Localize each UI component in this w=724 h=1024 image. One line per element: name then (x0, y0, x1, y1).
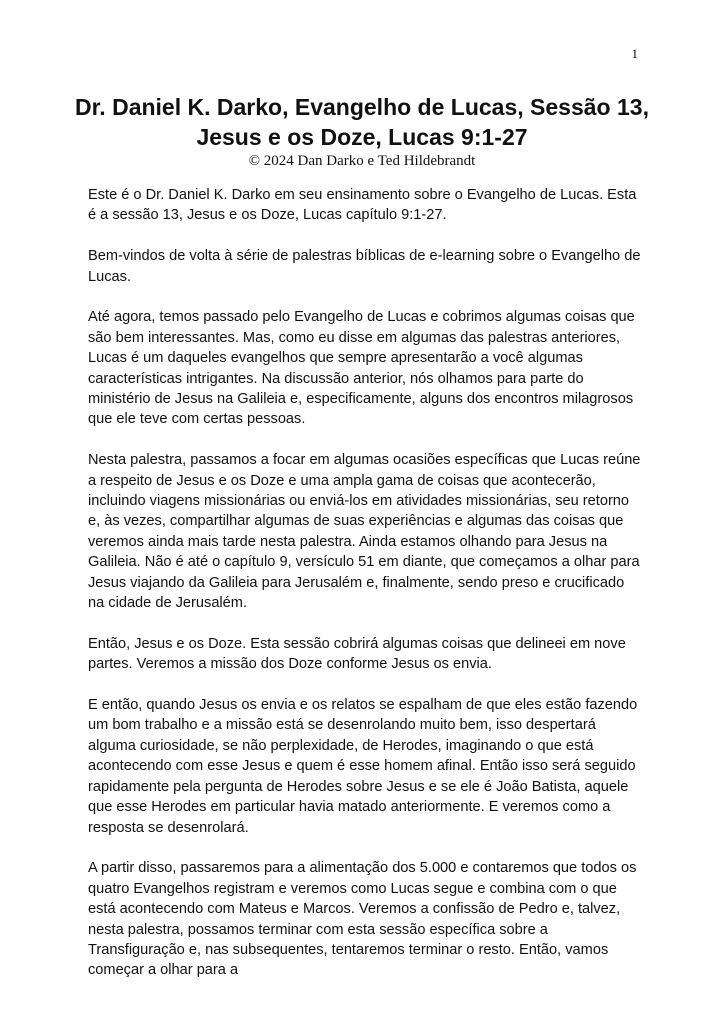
paragraph: E então, quando Jesus os envia e os relatos se espalham de que eles estão fazendo um bom trabalho e a missão está se desenrolando muito bem, isso despertará alguma curiosidade, se não perplexidade, de Herodes, imaginando o que está acontecendo com esse Jesus e quem é esse homem afinal. Então isso será seguido rapidamente pela pergunta de Herodes sobre Jesus e se ele é João Batista, aquele que esse Herodes em particular havia matado anteriormente. E veremos como a resposta se desenrolará. (88, 697, 638, 836)
title-line-2: Jesus e os Doze, Lucas 9:1-27 (196, 124, 528, 150)
document-header (0, 92, 724, 170)
paragraph: A partir disso, passaremos para a alimentação dos 5.000 e contaremos que todos os quatro Evangelhos registram e veremos como Lucas segue e combina com o que está acontecendo com Mateus e Marcos. Veremos a confissão de Pedro e, talvez, nesta palestra, possamos terminar com esta sessão específica sobre a Transfiguração e, nas subsequentes, tentaremos terminar o resto. Então, vamos começar a olhar para a (88, 860, 637, 979)
paragraph: Bem-vindos de volta à série de palestras bíblicas de e-learning sobre o Evangelho de Lucas. (88, 248, 641, 285)
copyright-line: © 2024 Dan Darko e Ted Hildebrandt (248, 153, 476, 169)
paragraph: Nesta palestra, passamos a focar em algumas ocasiões específicas que Lucas reúne a respeito de Jesus e os Doze e uma ampla gama de coisas que acontecerão, incluindo viagens missionárias ou enviá-los em atividades missionárias, seu retorno e, às vezes, compartilhar algumas de suas experiências e algumas das coisas que veremos ainda mais tarde nesta palestra. Ainda estamos olhando para Jesus na Galileia. Não é até o capítulo 9, versículo 51 em diante, que começamos a olhar para Jesus viajando da Galileia para Jerusalém e, finalmente, sendo preso e crucificado na cidade de Jerusalém. (88, 452, 641, 612)
paragraph: Então, Jesus e os Doze. Esta sessão cobrirá algumas coisas que delineei em nove partes. Veremos a missão dos Doze conforme Jesus os envia. (88, 635, 626, 673)
document-title (0, 92, 724, 152)
paragraph: Até agora, temos passado pelo Evangelho de Lucas e cobrimos algumas coisas que são bem interessantes. Mas, como eu disse em algumas das palestras anteriores, Lucas é um daqueles evangelhos que sempre apresentarão a você algumas características intrigantes. Na discussão anterior, nós olhamos para parte do ministério de Jesus na Galileia e, especificamente, alguns dos encontros milagrosos que ele teve com certas pessoas. (88, 309, 635, 428)
paragraph: Este é o Dr. Daniel K. Darko em seu ensinamento sobre o Evangelho de Lucas. Esta é a sessão 13, Jesus e os Doze, Lucas capítulo 9:1-27. (88, 187, 637, 224)
document-body (88, 185, 644, 1001)
page-number: 1 (631, 46, 638, 61)
title-line-1: Dr. Daniel K. Darko, Evangelho de Lucas, Sessão 13, (75, 94, 649, 120)
